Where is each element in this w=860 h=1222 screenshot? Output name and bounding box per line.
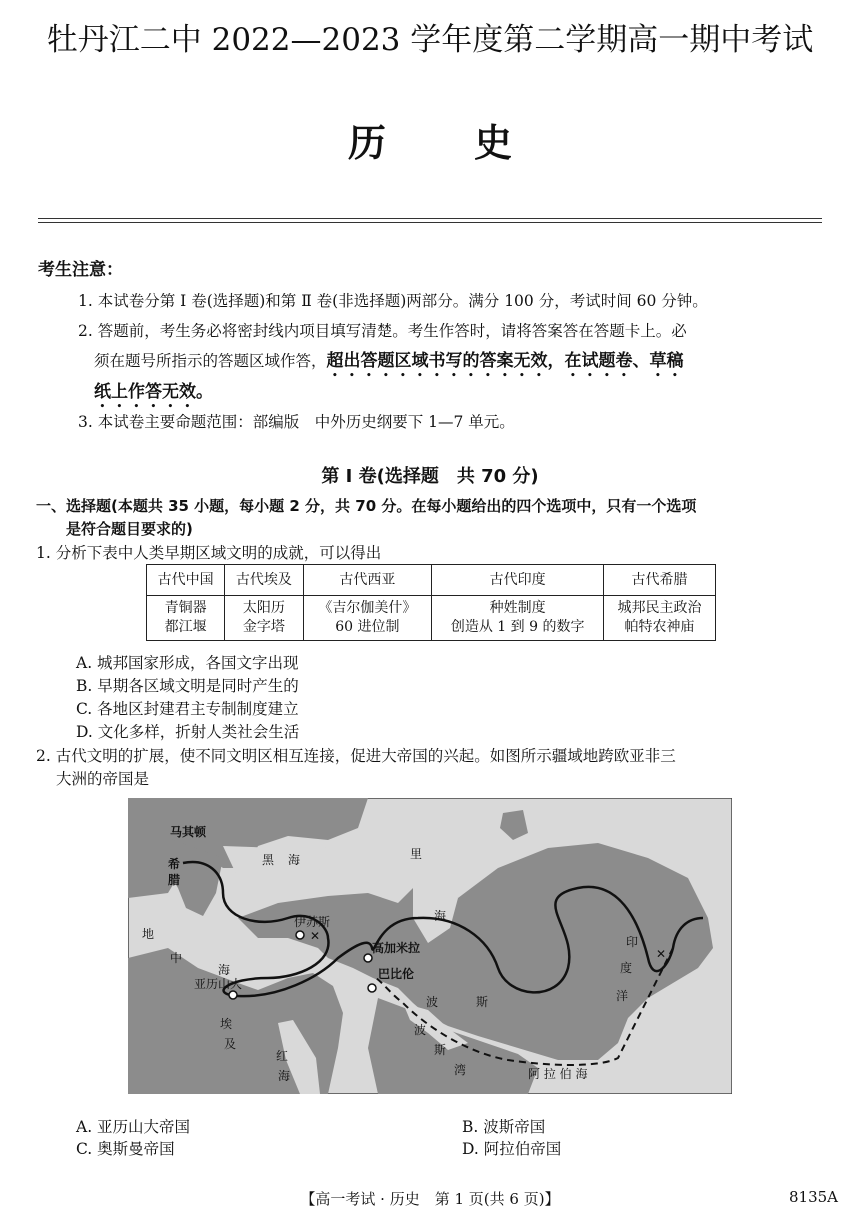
page-footer: 【高一考试 · 历史 第 1 页(共 6 页)】 — [300, 1190, 560, 1208]
civilization-table — [146, 564, 716, 641]
notice-item-2-line-2 — [94, 346, 684, 381]
header-rule-top — [38, 218, 822, 219]
q1-stem: 1. 分析下表中人类早期区域文明的成就，可以得出 — [36, 544, 382, 562]
map-cross-issus: ✕ — [310, 929, 321, 943]
table-row — [147, 596, 716, 641]
cell-line: 帕特农神庙 — [624, 619, 695, 635]
q2-option-a: A. 亚历山大帝国 — [76, 1118, 191, 1136]
cell-line: 都江堰 — [164, 619, 207, 635]
map-label-arabian-sea: 阿 拉 伯 海 — [528, 1067, 588, 1081]
q1-option-c: C. 各地区封建君主专制制度建立 — [76, 700, 299, 718]
notice-item-2-line-3 — [94, 377, 213, 412]
cell-line: 《吉尔伽美什》 — [318, 600, 417, 616]
map-label-gulf-3: 湾 — [454, 1063, 467, 1077]
table-header-cell: 古代埃及 — [225, 565, 303, 596]
map-label-caspian-2: 海 — [434, 909, 447, 923]
map-label-alexandria: 亚历山大 — [194, 977, 243, 991]
header-rule-bottom — [38, 222, 822, 223]
map-marker-babylon — [368, 984, 376, 992]
cell-line: 金字塔 — [242, 619, 285, 635]
table-cell — [432, 596, 604, 641]
q2-option-b: B. 波斯帝国 — [462, 1118, 546, 1136]
cell-line: 城邦民主政治 — [617, 600, 702, 616]
map-label-black-sea-1: 黑 — [262, 853, 275, 867]
table-header-cell: 古代印度 — [432, 565, 604, 596]
map-marker-gaugamela — [364, 954, 372, 962]
section-1-heading-line-2: 是符合题目要求的) — [66, 520, 193, 538]
q1-option-a: A. 城邦国家形成，各国文字出现 — [76, 654, 299, 672]
cell-line: 创造从 1 到 9 的数字 — [450, 619, 585, 635]
map-label-persia-2: 斯 — [476, 995, 489, 1009]
map-label-greece-1: 希 — [168, 857, 181, 871]
table-cell — [147, 596, 225, 641]
cell-line: 青铜器 — [164, 600, 207, 616]
exam-title: 牡丹江二中 2022—2023 学年度第二学期高一期中考试 — [46, 22, 814, 58]
map-label-med-1: 地 — [142, 927, 155, 941]
map-marker-issus — [296, 931, 304, 939]
map-label-macedonia: 马其顿 — [170, 825, 207, 839]
map-label-gulf-1: 波 — [414, 1023, 427, 1037]
q1-option-d: D. 文化多样，折射人类社会生活 — [76, 723, 300, 741]
notice-item-1: 1. 本试卷分第 Ⅰ 卷(选择题)和第 Ⅱ 卷(非选择题)两部分。满分 100 分，考试时间 60 分钟。 — [78, 292, 708, 310]
table-cell — [225, 596, 303, 641]
section-1-heading-line-1: 一、选择题(本题共 35 小题，每小题 2 分，共 70 分。在每小题给出的四个选项中，只有一个选项 — [36, 497, 697, 515]
q2-option-c: C. 奥斯曼帝国 — [76, 1140, 175, 1158]
map-label-gulf-2: 斯 — [434, 1043, 447, 1057]
notice-item-2-line-1: 2. 答题前，考生务必将密封线内项目填写清楚。考生作答时，请将答案答在答题卡上。必 — [78, 322, 687, 340]
subject-title — [0, 112, 860, 167]
map-label-greece-2: 腊 — [168, 873, 181, 887]
map-label-india-3: 洋 — [616, 989, 629, 1003]
notice-item-2-emphasis: 超出答题区域书写的答案无效，在试题卷、草稿 — [326, 351, 684, 371]
table-header-cell: 古代西亚 — [303, 565, 432, 596]
table-cell — [303, 596, 432, 641]
notice-heading: 考生注意： — [38, 260, 123, 280]
map-label-babylon: 巴比伦 — [378, 967, 415, 981]
cell-line: 太阳历 — [242, 600, 285, 616]
map-marker-alexandria — [229, 991, 237, 999]
map-label-gaugamela: 高加米拉 — [372, 941, 421, 955]
notice-item-2-plain: 须在题号所指示的答题区域作答， — [94, 352, 327, 370]
map-label-india-2: 度 — [620, 961, 633, 975]
cell-line: 60 进位制 — [335, 619, 400, 635]
table-header-row — [147, 565, 716, 596]
map-label-issus: 伊苏斯 — [294, 915, 331, 929]
q2-stem-line-2: 大洲的帝国是 — [56, 770, 150, 788]
map-cross-india: ✕ — [656, 947, 667, 961]
cell-line: 种姓制度 — [489, 600, 546, 616]
part-1-heading: 第 Ⅰ 卷(选择题 共 70 分) — [321, 466, 539, 487]
q2-stem-line-1: 2. 古代文明的扩展，使不同文明区相互连接，促进大帝国的兴起。如图所示疆域地跨欧亚非三 — [36, 747, 676, 765]
map-label-caspian-1: 里 — [410, 847, 423, 861]
paper-code: 8135A — [788, 1188, 838, 1206]
subject-char-1: 历 — [347, 121, 386, 165]
subject-char-2: 史 — [474, 121, 513, 165]
map-label-med-3: 海 — [218, 963, 231, 977]
notice-item-2-emphasis-end: 纸上作答无效。 — [94, 382, 213, 402]
map-label-egypt-2: 及 — [224, 1037, 237, 1051]
map-label-red-sea-1: 红 — [276, 1049, 289, 1063]
map-label-india-1: 印 — [626, 935, 639, 949]
map-label-egypt-1: 埃 — [220, 1017, 233, 1031]
q1-option-b: B. 早期各区域文明是同时产生的 — [76, 677, 299, 695]
table-header-cell: 古代中国 — [147, 565, 225, 596]
table-header-cell: 古代希腊 — [604, 565, 716, 596]
table-cell — [604, 596, 716, 641]
map-label-red-sea-2: 海 — [278, 1069, 291, 1083]
map-label-black-sea-2: 海 — [288, 853, 301, 867]
q2-option-d: D. 阿拉伯帝国 — [462, 1140, 562, 1158]
notice-item-3: 3. 本试卷主要命题范围：部编版 中外历史纲要下 1—7 单元。 — [78, 413, 515, 431]
map-label-persia-1: 波 — [426, 995, 439, 1009]
alexander-campaign-map — [128, 798, 732, 1094]
map-label-med-2: 中 — [170, 951, 183, 965]
